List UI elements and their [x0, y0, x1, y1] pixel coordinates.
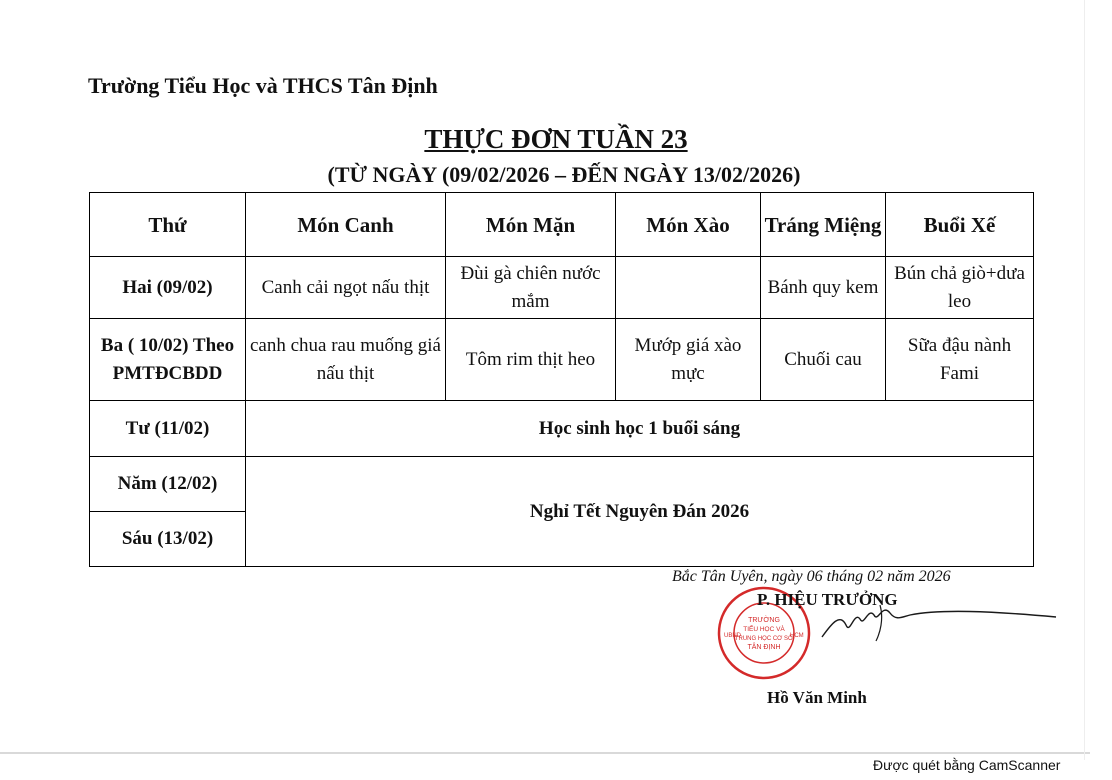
principal-name: Hồ Văn Minh: [767, 688, 867, 707]
svg-text:TIỂU HỌC VÀ: TIỂU HỌC VÀ: [743, 626, 785, 633]
table-row: [90, 401, 1034, 457]
main-dish-cell: Đùi gà chiên nước mắm: [446, 257, 616, 319]
table-row: [90, 319, 1034, 401]
header-cell: Món Mặn: [446, 193, 616, 257]
soup-cell: Canh cải ngọt nấu thịt: [246, 257, 446, 319]
day-cell: Hai (09/02): [90, 257, 246, 319]
place-and-date: Bắc Tân Uyên, ngày 06 tháng 02 năm 2026: [672, 568, 951, 585]
header-cell: Món Canh: [246, 193, 446, 257]
stir-fry-cell: [616, 257, 761, 319]
scanner-watermark: Được quét bằng CamScanner: [873, 757, 1061, 773]
table-row: [90, 457, 1034, 512]
header-cell: Tráng Miệng: [761, 193, 886, 257]
day-cell: Năm (12/02): [90, 457, 246, 512]
merged-note-cell: Học sinh học 1 buổi sáng: [246, 401, 1034, 457]
principal-signature: [820, 595, 1060, 645]
dessert-cell: Bánh quy kem: [761, 257, 886, 319]
menu-table: [89, 192, 1034, 567]
main-dish-cell: Tôm rim thịt heo: [446, 319, 616, 401]
scan-edge-shadow: [0, 752, 1090, 754]
dessert-cell: Chuối cau: [761, 319, 886, 401]
svg-text:UBND: UBND: [724, 633, 742, 639]
menu-date-range: (TỪ NGÀY (09/02/2026 – ĐẾN NGÀY 13/02/2026): [327, 162, 801, 187]
soup-cell: canh chua rau muống giá nấu thịt: [246, 319, 446, 401]
day-cell: Ba ( 10/02) Theo PMTĐCBDD: [90, 319, 246, 401]
stir-fry-cell: Mướp giá xào mực: [616, 319, 761, 401]
scan-right-edge: [1084, 0, 1085, 760]
svg-text:TRUNG HỌC CƠ SỞ: TRUNG HỌC CƠ SỞ: [734, 636, 794, 642]
afternoon-snack-cell: Sữa đậu nành Fami: [886, 319, 1034, 401]
menu-title: THỰC ĐƠN TUẦN 23: [424, 124, 688, 154]
principal-title: P. HIỆU TRƯỞNG: [757, 590, 898, 609]
day-cell: Tư (11/02): [90, 401, 246, 457]
afternoon-snack-cell: Bún chả giò+dưa leo: [886, 257, 1034, 319]
header-cell: Thứ: [90, 193, 246, 257]
svg-text:TRƯỜNG: TRƯỜNG: [748, 617, 780, 624]
header-cell: Món Xào: [616, 193, 761, 257]
svg-text:HCM: HCM: [790, 633, 804, 639]
day-cell: Sáu (13/02): [90, 512, 246, 567]
table-header-row: [90, 193, 1034, 257]
svg-text:TÂN ĐỊNH: TÂN ĐỊNH: [747, 644, 781, 651]
merged-holiday-cell: Nghỉ Tết Nguyên Đán 2026: [246, 457, 1034, 567]
table-row: [90, 257, 1034, 319]
header-cell: Buổi Xế: [886, 193, 1034, 257]
school-name: Trường Tiểu Học và THCS Tân Định: [88, 73, 438, 98]
